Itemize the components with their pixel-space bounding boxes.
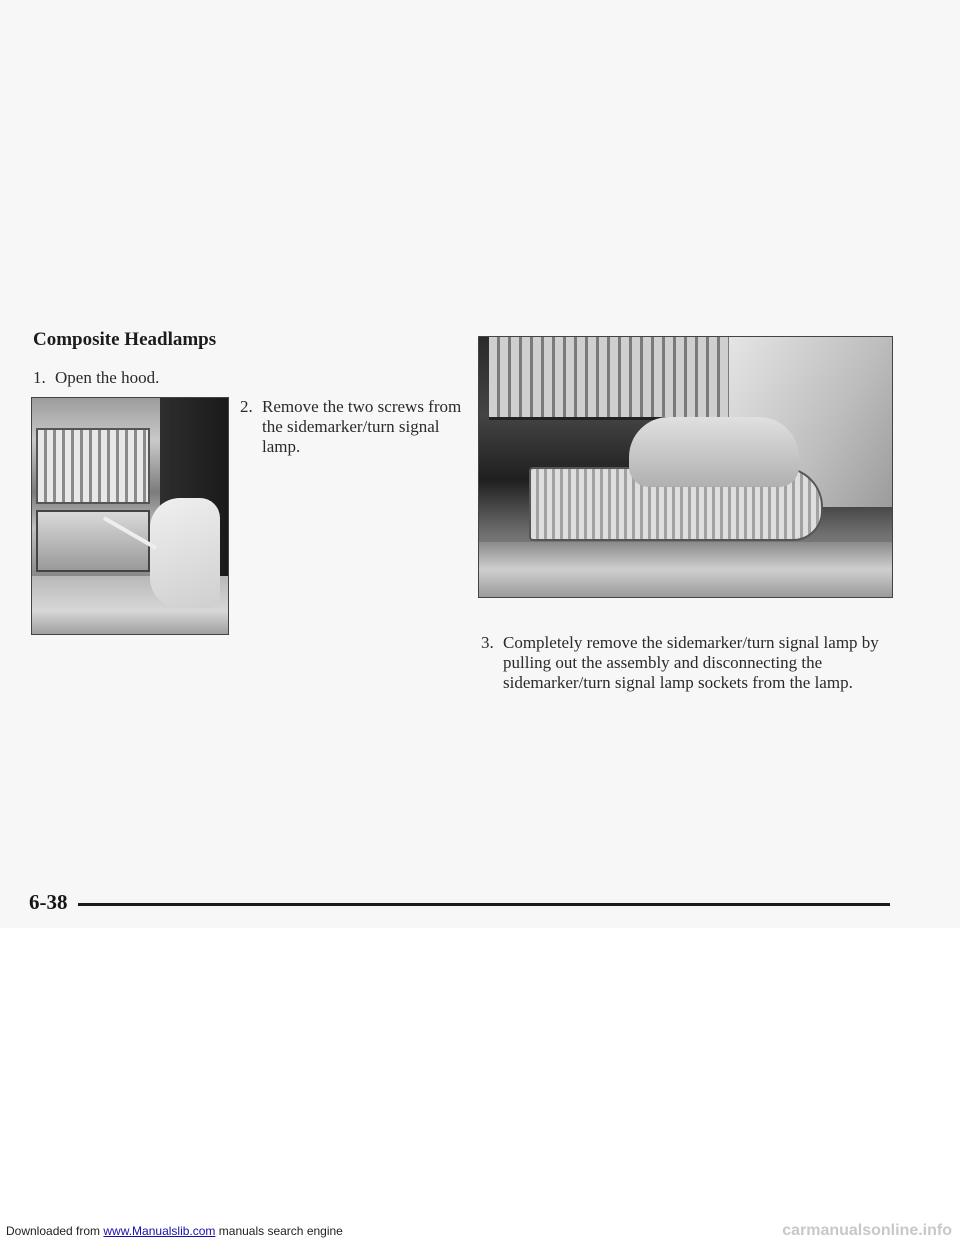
step-2 — [240, 397, 470, 457]
screw-removal-photo — [31, 397, 229, 635]
step-3-text: Completely remove the sidemarker/turn signal lamp by pulling out the assembly and disconnecting the sidemarker/turn signal lamp sockets from the lamp. — [503, 633, 879, 692]
headlamp-lens — [36, 428, 150, 504]
footer-rule — [78, 903, 890, 906]
step-3 — [481, 633, 901, 693]
step-1-number: 1. — [33, 368, 46, 387]
footer-suffix: manuals search engine — [215, 1224, 343, 1238]
watermark: carmanualsonline.info — [782, 1222, 952, 1239]
step-2-text: Remove the two screws from the sidemarker/turn signal lamp. — [262, 397, 462, 456]
step-2-number: 2. — [240, 397, 253, 416]
footer-prefix: Downloaded from — [6, 1224, 104, 1238]
hand — [629, 417, 799, 487]
hand — [150, 498, 220, 608]
sidemarker-lamp — [36, 510, 150, 572]
step-3-number: 3. — [481, 633, 494, 652]
step-1 — [33, 368, 159, 388]
bumper — [479, 542, 892, 597]
lamp-removal-photo — [478, 336, 893, 598]
page-number: 6-38 — [29, 890, 68, 914]
step-1-text: Open the hood. — [55, 368, 160, 387]
section-heading: Composite Headlamps — [33, 329, 217, 350]
download-footer — [6, 1224, 343, 1238]
bottom-margin — [0, 928, 960, 1242]
manualslib-link[interactable]: www.Manualslib.com — [103, 1224, 216, 1238]
